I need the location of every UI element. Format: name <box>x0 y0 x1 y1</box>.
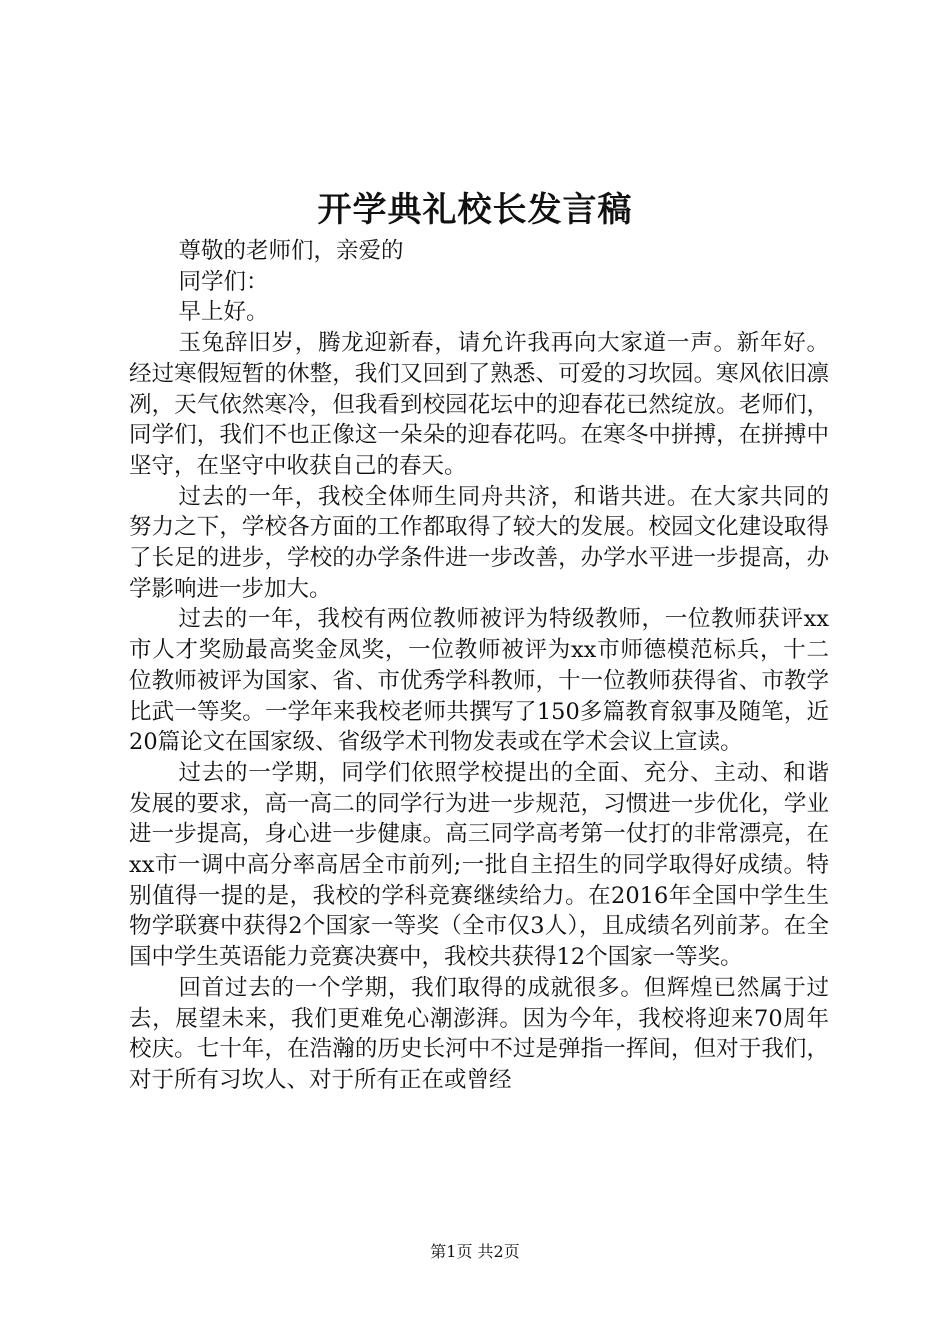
salutation-line-2: 同学们： <box>178 268 269 295</box>
paragraph: 回首过去的一个学期，我们取得的成就很多。但辉煌已然属于过去，展望未来，我们更难免心潮澎湃。因为今年，我校将迎来70周年校庆。七十年，在浩瀚的历史长河中不过是弹指一挥间，但对于我们，对于所有习坎人、对于所有正在或曾经 <box>129 974 829 1093</box>
page-footer: 第1页 共2页 <box>430 1242 520 1261</box>
paragraph: 过去的一年，我校全体师生同舟共济，和谐共进。在大家共同的努力之下，学校各方面的工作都取得了较大的发展。校园文化建设取得了长足的进步，学校的办学条件进一步改善，办学水平进一步提高，办学影响进一步加大。 <box>129 483 829 602</box>
paragraph: 玉兔辞旧岁，腾龙迎新春，请允许我再向大家道一声。新年好。经过寒假短暂的休整，我们又回到了熟悉、可爱的习坎园。寒风依旧凛冽，天气依然寒冷，但我看到校园花坛中的迎春花已然绽放。老师们，同学们，我们不也正像这一朵朵的迎春花吗。在寒冬中拼搏，在拼搏中坚守，在坚守中收获自己的春天。 <box>129 330 829 479</box>
greeting: 早上好。 <box>178 299 269 326</box>
salutation-line-1: 尊敬的老师们，亲爱的 <box>178 238 404 264</box>
document-body <box>129 236 829 1096</box>
document-title: 开学典礼校长发言稿 <box>317 190 633 230</box>
paragraph: 过去的一学期，同学们依照学校提出的全面、充分、主动、和谐发展的要求，高一高二的同学行为进一步规范，习惯进一步优化，学业进一步提高，身心进一步健康。高三同学高考第一仗打的非常漂亮，在xx市一调中高分率高居全市前列;一批自主招生的同学取得好成绩。特别值得一提的是，我校的学科竞赛继续给力。在2016年全国中学生生物学联赛中获得2个国家一等奖（全市仅3人），且成绩名列前茅。在全国中学生英语能力竞赛决赛中，我校共获得12个国家一等奖。 <box>129 759 829 971</box>
paragraph: 过去的一年，我校有两位教师被评为特级教师，一位教师获评xx市人才奖励最高奖金凤奖，一位教师被评为xx市师德模范标兵，十二位教师被评为国家、省、市优秀学科教师，十一位教师获得省、市教学比武一等奖。一学年来我校老师共撰写了150多篇教育叙事及随笔，近20篇论文在国家级、省级学术刊物发表或在学术会议上宣读。 <box>129 606 829 756</box>
